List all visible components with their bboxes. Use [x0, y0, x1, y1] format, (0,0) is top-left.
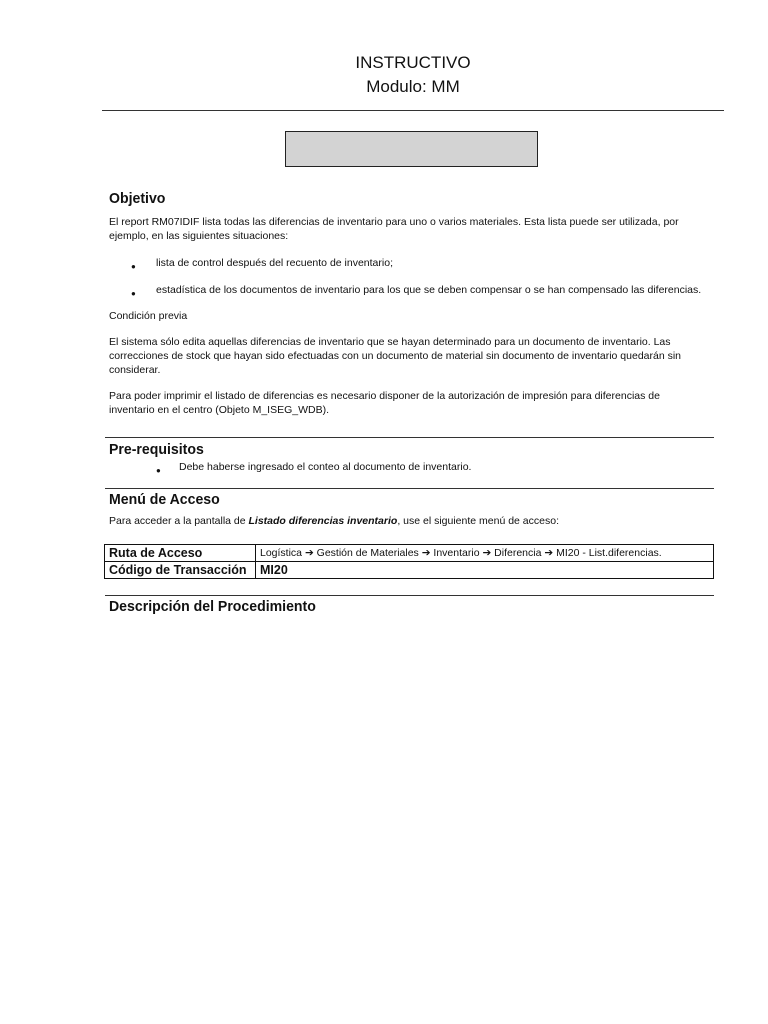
paragraph-line: considerar. — [109, 364, 161, 376]
prerequisitos-heading: Pre-requisitos — [109, 441, 204, 458]
document-title: INSTRUCTIVO — [355, 53, 471, 72]
access-table — [104, 544, 714, 579]
section-divider — [105, 595, 714, 596]
ruta-acceso-value: Logística ➔ Gestión de Materiales ➔ Inventario ➔ Diferencia ➔ MI20 - List.diferencias. — [256, 545, 714, 562]
section-divider — [105, 488, 714, 489]
document-subtitle: Modulo: MM — [366, 77, 460, 96]
intro-text: , use el siguiente menú de acceso: — [397, 515, 559, 527]
descripcion-heading: Descripción del Procedimiento — [109, 598, 316, 615]
menu-acceso-intro — [109, 514, 709, 528]
paragraph-line: inventario en el centro (Objeto M_ISEG_WDB). — [109, 404, 330, 416]
title-placeholder-box — [285, 131, 538, 167]
table-row — [105, 562, 714, 579]
paragraph-line: Para poder imprimir el listado de diferencias es necesario disponer de la autorización de impresión para diferencias de — [109, 390, 660, 402]
paragraph-line: El sistema sólo edita aquellas diferencias de inventario que se hayan determinado para un documento de inventario. Las — [109, 336, 671, 348]
objetivo-intro-line: ejemplo, en las siguientes situaciones: — [109, 230, 289, 242]
prerequisito-bullet: Debe haberse ingresado el conteo al documento de inventario. — [179, 461, 472, 473]
intro-text: Para acceder a la pantalla de — [109, 515, 249, 527]
bullet-icon: ● — [131, 262, 136, 271]
paragraph-line: correcciones de stock que hayan sido efectuadas con un documento de material sin documento de inventario quedarán sin — [109, 350, 682, 362]
objetivo-bullet: estadística de los documentos de inventario para los que se deben compensar o se han compensado las diferencias. — [156, 284, 702, 296]
table-row — [105, 545, 714, 562]
codigo-transaccion-label: Código de Transacción — [105, 562, 256, 579]
screen-name: Listado diferencias inventario — [248, 515, 398, 527]
objetivo-heading: Objetivo — [109, 190, 166, 207]
objetivo-intro — [109, 215, 709, 243]
condicion-previa-label: Condición previa — [109, 310, 188, 322]
objetivo-intro-line: El report RM07IDIF lista todas las diferencias de inventario para uno o varios materiales. Esta lista puede ser utilizada, por — [109, 216, 679, 228]
bullet-icon: ● — [156, 466, 161, 475]
bullet-icon: ● — [131, 289, 136, 298]
menu-acceso-heading: Menú de Acceso — [109, 491, 220, 508]
objetivo-paragraph-1 — [109, 335, 709, 377]
header-divider — [102, 110, 724, 111]
objetivo-bullet: lista de control después del recuento de inventario; — [156, 257, 393, 269]
section-divider — [105, 437, 714, 438]
objetivo-paragraph-2 — [109, 389, 709, 417]
ruta-acceso-label: Ruta de Acceso — [105, 545, 256, 562]
codigo-transaccion-value: MI20 — [256, 562, 714, 579]
